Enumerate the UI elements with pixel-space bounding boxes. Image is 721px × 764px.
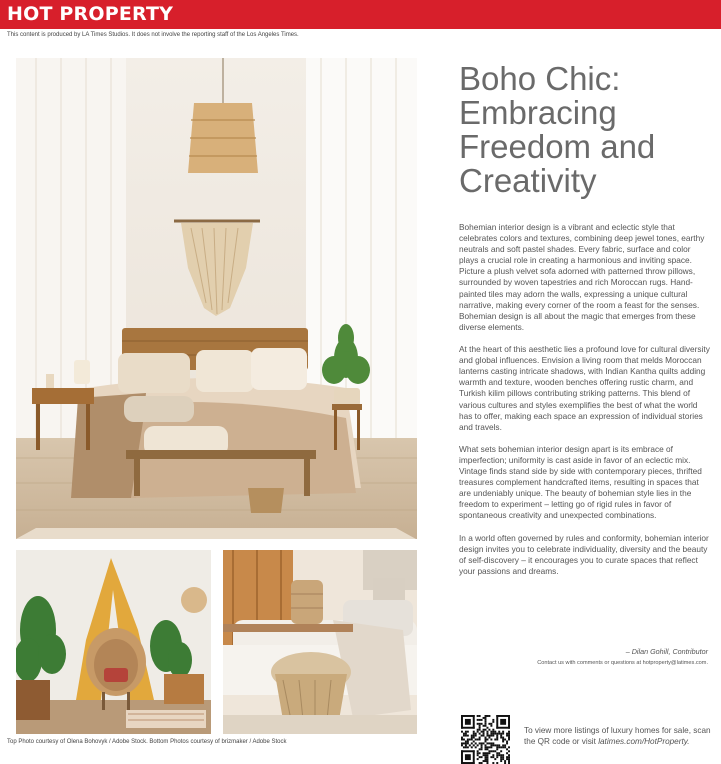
article-paragraph: In a world often governed by rules and conformity, bohemian interior design invites you to celebrate individuality, diversity and the beauty of self-discovery – it encourages you to curate spaces that reflect your passions and dreams. [459,532,709,576]
qr-instructions [524,725,714,747]
qr-code-icon[interactable] [461,715,510,764]
byline: – Dilan Gohill, Contributor [625,647,708,656]
photo-credit: Top Photo courtesy of Olena Bohovyk / Adobe Stock. Bottom Photos courtesy of brizmaker / Adobe Stock [7,739,287,745]
article-paragraph: Bohemian interior design is a vibrant and eclectic style that celebrates colors and textures, combining deep jewel tones, earthy neutrals and soft pastel shades. Every fabric, surface and color plays a crucial role in creating a harmonious and inviting space. Picture a plush velvet sofa adorned with patterned throw pillows, surrounded by woven tapestries and rich Moroccan rugs. Hand-painted tiles may adorn the walls, expressing a unique cultural narrative, making every corner of the room a feast for the senses. Bohemian design is all about the magic that emerges from these diverse elements. [459,222,705,332]
living-room-photo [223,550,417,734]
disclaimer: This content is produced by LA Times Studios. It does not involve the reporting staff of the Los Angeles Times. [7,32,299,38]
qr-text: To view more listings of luxury homes for sale, scan the QR code or visit [524,726,711,746]
hot-property-banner [0,0,721,29]
article-body [459,222,711,588]
hanging-chair-illustration [16,550,211,734]
bedroom-illustration [16,58,417,539]
hanging-chair-photo [16,550,211,734]
main-bedroom-photo [16,58,417,539]
living-room-illustration [223,550,417,734]
article-paragraph: At the heart of this aesthetic lies a profound love for cultural diversity and global influences. Envision a living room that melds Moroccan lanterns casting intricate shadows, with Indian Kantha quilts adding warmth and texture, wooden benches offering rustic charm, and Turkish kilim pillows contributing striking patterns. This blend of various cultures and styles exemplifies the best of what the world has to offer, making each space an expression of individual stories and travels. [459,344,710,432]
contact-note: Contact us with comments or questions at hotproperty@latimes.com. [537,660,708,666]
article-title: Boho Chic: Embracing Freedom and Creativity [459,60,656,199]
article-paragraph: What sets bohemian interior design apart is its embrace of imperfection; uniformity is cast aside in favor of an eclectic mix. Vintage finds stand side by side with contemporary pieces, thrifted treasures complement handcrafted items, resulting in spaces that are undeniably unique. The beauty of bohemian style lies in the freedom to experiment – letting go of rigid rules in favor of spontaneous creativity and unexpected combinations. [459,443,702,521]
hot-property-link[interactable]: latimes.com/HotProperty. [598,737,690,746]
banner-title: HOT PROPERTY [7,3,174,25]
